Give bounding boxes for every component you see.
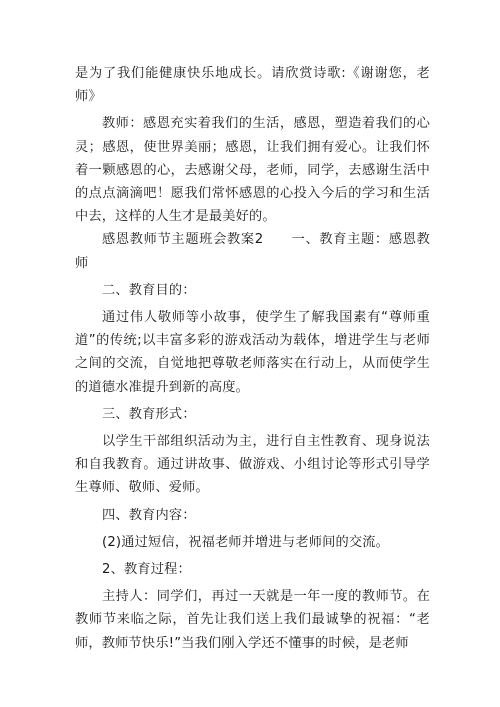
paragraph-education-form: 以学生干部组织活动为主，进行自主性教育、现身说法和自我教育。通过讲故事、做游戏、小组讨论等形式引导学生尊师、敬师、爱师。 bbox=[75, 434, 430, 496]
heading-education-purpose: 二、教育目的： bbox=[102, 282, 196, 298]
heading-education-form: 三、教育形式： bbox=[102, 406, 196, 422]
paragraph-education-content: (2)通过短信，祝福老师并增进与老师间的交流。 bbox=[102, 534, 390, 550]
heading-education-process: 2、教育过程： bbox=[102, 562, 191, 578]
paragraph-teacher-speech: 教师：感恩充实着我们的生活，感恩，塑造着我们的心灵；感恩，使世界美丽；感恩，让我们拥有爱心。让我们怀着一颗感恩的心，去感谢父母，老师，同学，去感谢生活中的点点滴滴吧！愿我们常怀感恩的心投入今后的学习和生活中去，这样的人生才是最美好的。 bbox=[75, 116, 430, 225]
heading-education-content: 四、教育内容： bbox=[102, 507, 196, 523]
paragraph-poem-intro: 是为了我们能健康快乐地成长。请欣赏诗歌:《谢谢您，老师》 bbox=[75, 66, 430, 105]
paragraph-host-speech: 主持人：同学们，再过一天就是一年一度的教师节。在教师节来临之际，首先让我们送上我们最诚挚的祝福：“老师，教师节快乐!”当我们刚入学还不懂事的时候，是老师 bbox=[75, 589, 430, 651]
document-page bbox=[75, 62, 430, 655]
paragraph-lesson-title: 感恩教师节主题班会教案2 一、教育主题：感恩教师 bbox=[75, 232, 430, 271]
paragraph-education-purpose: 通过伟人敬师等小故事，使学生了解我国素有“尊师重道”的传统;以丰富多彩的游戏活动为载体，增进学生与老师之间的交流，自觉地把尊敬老师落实在行动上，从而使学生的道德水准提升到新的高度。 bbox=[75, 310, 430, 395]
